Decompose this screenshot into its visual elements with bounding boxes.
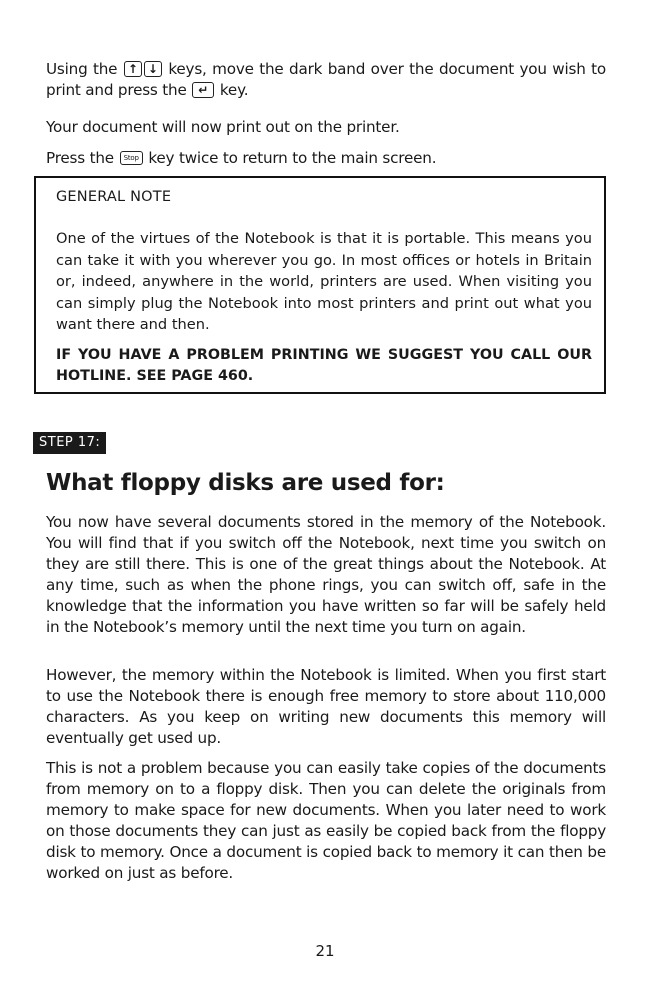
up-arrow-key-icon: ↑ xyxy=(124,61,142,77)
stop-key-instruction xyxy=(46,148,606,169)
page-number: 21 xyxy=(315,942,335,960)
body-paragraph-2: However, the memory within the Notebook is limited. When you first start to use the Notebook there is enough free memory to store about 110,000 characters. As you keep on writing new documents this memory will eventually get used up. xyxy=(46,666,606,747)
down-arrow-key-icon: ↓ xyxy=(144,61,162,77)
step-badge: STEP 17: xyxy=(33,432,106,454)
intro-instruction xyxy=(46,59,606,101)
note-warning: IF YOU HAVE A PROBLEM PRINTING WE SUGGEST YOU CALL OUR HOTLINE. SEE PAGE 460. xyxy=(56,347,592,384)
body-paragraph-1: You now have several documents stored in the memory of the Notebook. You will find that if you switch off the Notebook, next time you switch on they are still there. This is one of the great things about the Notebook. At any time, such as when the phone rings, you can switch off, safe in the knowledge that the information you have written so far will be safely held in the Notebook’s memory until the next time you turn on again. xyxy=(46,513,606,636)
intro-text-middle: keys, move the dark band over the document you wish to print and press the xyxy=(46,60,606,99)
stop-text-start: Press the xyxy=(46,149,114,167)
stop-key-icon: Stop xyxy=(120,151,143,165)
print-result-text: Your document will now print out on the printer. xyxy=(46,118,400,136)
note-title: GENERAL NOTE xyxy=(56,189,172,205)
enter-key-icon: ↵ xyxy=(192,82,214,98)
note-body: One of the virtues of the Notebook is that it is portable. This means you can take it with you wherever you go. In most offices or hotels in Britain or, indeed, anywhere in the world, printers are used. When visiting you can simply plug the Notebook into most printers and print out what you want there and then. xyxy=(56,230,592,333)
body-paragraph-3: This is not a problem because you can easily take copies of the documents from memory on to a floppy disk. Then you can delete the originals from memory to make space for new documents. When you later need to work on those documents they can just as easily be copied back from the floppy disk to memory. Once a document is copied back to memory it can then be worked on just as before. xyxy=(46,759,606,882)
stop-text-end: key twice to return to the main screen. xyxy=(148,149,437,167)
intro-text-end: key. xyxy=(219,81,249,99)
section-heading: What floppy disks are used for: xyxy=(46,470,445,496)
intro-text-start: Using the xyxy=(46,60,118,78)
